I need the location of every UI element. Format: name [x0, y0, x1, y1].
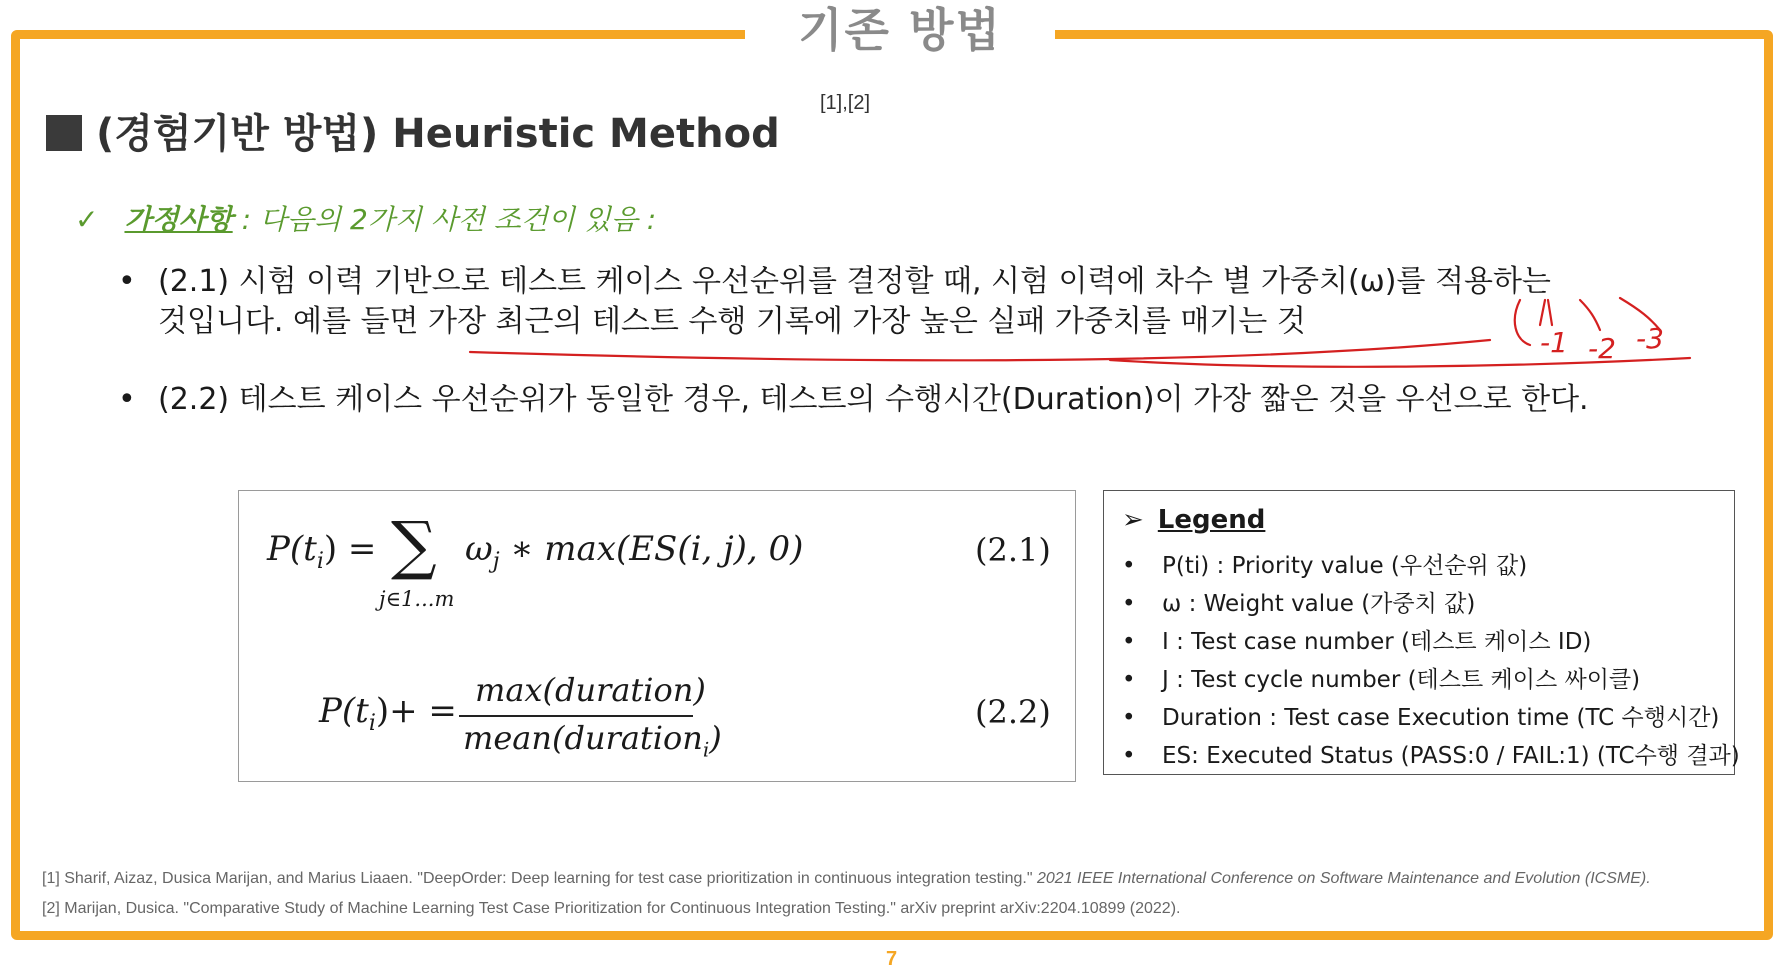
f1-sub: i: [316, 548, 324, 574]
bullet-dot: •: [118, 264, 136, 299]
reference-1-main: [1] Sharif, Aizaz, Dusica Marijan, and Marius Liaaen. "DeepOrder: Deep learning for test case prioritization in continuous integration testing.": [42, 870, 1037, 887]
legend-bullet: •: [1122, 667, 1136, 693]
f2-den-sub: i: [702, 737, 710, 762]
reference-1: [42, 870, 1651, 888]
f1-body-rest: ∗ max(ES(i, j), 0): [499, 529, 804, 569]
red-arrow-1: [1540, 300, 1545, 325]
legend-bullet: •: [1122, 705, 1136, 731]
reference-1-venue: 2021 IEEE International Conference on Software Maintenance and Evolution (ICSME).: [1036, 870, 1651, 887]
legend-bullet: •: [1122, 591, 1136, 617]
f1-omega-sub: j: [492, 548, 500, 574]
hand-mark-3: -3: [1636, 322, 1664, 355]
check-icon: ✓: [75, 203, 99, 236]
legend-item-text: ω : Weight value (가중치 값): [1162, 591, 1476, 617]
legend-bullet: •: [1122, 629, 1136, 655]
page-title: 기존 방법: [745, 0, 1055, 60]
equation-number-2-2: (2.2): [975, 693, 1051, 731]
legend-bullet: •: [1122, 553, 1136, 579]
legend-item-text: P(ti) : Priority value (우선순위 값): [1162, 553, 1528, 579]
f1-eq: ) =: [323, 529, 377, 569]
assumption-text: : 다음의 2가지 사전 조건이 있음 :: [232, 203, 657, 236]
f1-sum-sub: j∈1...m: [379, 587, 455, 611]
f2-numerator: max(duration): [475, 671, 706, 709]
section-title-text: (경험기반 방법) Heuristic Method: [96, 111, 780, 157]
legend-item-text: J : Test cycle number (테스트 케이스 싸이클): [1162, 667, 1641, 693]
reference-2: [2] Marijan, Dusica. "Comparative Study of Machine Learning Test Case Prioritization for Continuous Integration Testing." arXiv preprint arXiv:2204.10899 (2022).: [42, 900, 1181, 917]
sum-symbol: ∑: [391, 509, 437, 583]
red-arrow-1b: [1548, 300, 1552, 325]
legend-item-text: ES: Executed Status (PASS:0 / FAIL:1) (TC수행 결과): [1162, 743, 1740, 769]
f2-den-close: ): [709, 719, 722, 757]
f2-eq: )+ =: [375, 691, 457, 731]
red-underline: [470, 340, 1490, 360]
assumption-label: 가정사항: [124, 203, 233, 236]
bullet-2-2-text: (2.2) 테스트 케이스 우선순위가 동일한 경우, 테스트의 수행시간(Duration)이 가장 짧은 것을 우선으로 한다.: [158, 382, 1589, 417]
f1-lhs: P(t: [267, 529, 317, 569]
f1-omega: ω: [465, 529, 493, 569]
f2-lhs: P(t: [319, 691, 369, 731]
citation: [1],[2]: [820, 92, 871, 114]
legend-item-text: I : Test case number (테스트 케이스 ID): [1162, 629, 1592, 655]
red-stroke: [1515, 300, 1530, 345]
hand-mark-2: -2: [1588, 332, 1616, 365]
hand-mark-1: -1: [1540, 326, 1568, 359]
f2-sub: i: [368, 710, 376, 736]
red-arrow-2: [1580, 300, 1600, 330]
page-number: 7: [886, 948, 898, 970]
legend-item-text: Duration : Test case Execution time (TC 수행시간): [1162, 705, 1720, 731]
legend-title-text: Legend: [1157, 505, 1266, 535]
legend-bullet: •: [1122, 743, 1136, 769]
arrow-icon: ➢: [1122, 505, 1144, 535]
bullet-2-1-text: (2.1) 시험 이력 기반으로 테스트 케이스 우선순위를 결정할 때, 시험 이력에 차수 별 가중치(ω)를 적용하는: [158, 264, 1551, 299]
f2-den: mean(duration: [463, 719, 703, 757]
equation-number-2-1: (2.1): [975, 531, 1051, 569]
bullet-dot: •: [118, 382, 136, 417]
bullet-2-1-text-cont: 것입니다. 예를 들면 가장 최근의 테스트 수행 기록에 가장 높은 실패 가중치를 매기는 것: [158, 304, 1306, 339]
